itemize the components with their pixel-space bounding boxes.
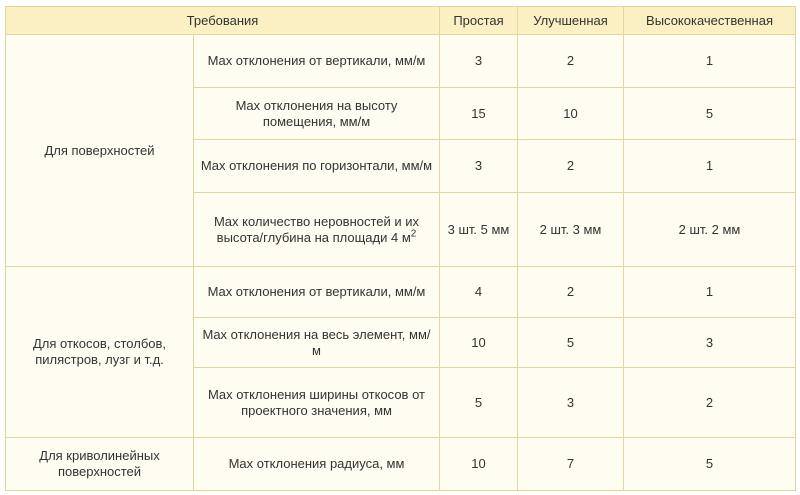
group-label: Для поверхностей: [6, 35, 194, 267]
requirements-table: [5, 6, 796, 491]
simple-value: 15: [440, 87, 518, 140]
high-quality-value: 3: [624, 317, 796, 368]
simple-value: 4: [440, 267, 518, 318]
improved-value: 2: [518, 140, 624, 193]
improved-value: 5: [518, 317, 624, 368]
improved-value: 2: [518, 267, 624, 318]
column-header-improved: Улучшенная: [518, 7, 624, 35]
improved-value: 10: [518, 87, 624, 140]
improved-value: 7: [518, 438, 624, 491]
column-header-simple: Простая: [440, 7, 518, 35]
simple-value: 3: [440, 35, 518, 88]
high-quality-value: 5: [624, 438, 796, 491]
group-label: Для криволинейных поверхностей: [6, 438, 194, 491]
high-quality-value: 1: [624, 35, 796, 88]
table-row: [6, 267, 796, 318]
requirement-cell: Max отклонения от вертикали, мм/м: [194, 35, 440, 88]
requirement-cell: Max отклонения от вертикали, мм/м: [194, 267, 440, 318]
simple-value: 10: [440, 317, 518, 368]
superscript-two: 2: [410, 228, 417, 240]
simple-value: 5: [440, 368, 518, 438]
improved-value: 3: [518, 368, 624, 438]
table-header-row: [6, 7, 796, 35]
requirement-cell: Max отклонения ширины откосов от проектного значения, мм: [194, 368, 440, 438]
requirement-cell: Max отклонения радиуса, мм: [194, 438, 440, 491]
improved-value: 2 шт. 3 мм: [518, 193, 624, 267]
high-quality-value: 1: [624, 267, 796, 318]
improved-value: 2: [518, 35, 624, 88]
requirement-text: Max количество неровностей и их высота/глубина на площади 4 м: [213, 213, 420, 245]
simple-value: 10: [440, 438, 518, 491]
high-quality-value: 2 шт. 2 мм: [624, 193, 796, 267]
column-header-requirements: Требования: [6, 7, 440, 35]
high-quality-value: 1: [624, 140, 796, 193]
high-quality-value: 2: [624, 368, 796, 438]
table-row: [6, 35, 796, 88]
group-label: Для откосов, столбов, пилястров, лузг и т.д.: [6, 267, 194, 438]
simple-value: 3 шт. 5 мм: [440, 193, 518, 267]
column-header-high-quality: Высококачественная: [624, 7, 796, 35]
high-quality-value: 5: [624, 87, 796, 140]
requirement-cell: Max отклонения на весь элемент, мм/м: [194, 317, 440, 368]
requirement-cell: [194, 193, 440, 267]
requirement-cell: Max отклонения по горизонтали, мм/м: [194, 140, 440, 193]
simple-value: 3: [440, 140, 518, 193]
table-row: [6, 438, 796, 491]
requirement-cell: Max отклонения на высоту помещения, мм/м: [194, 87, 440, 140]
